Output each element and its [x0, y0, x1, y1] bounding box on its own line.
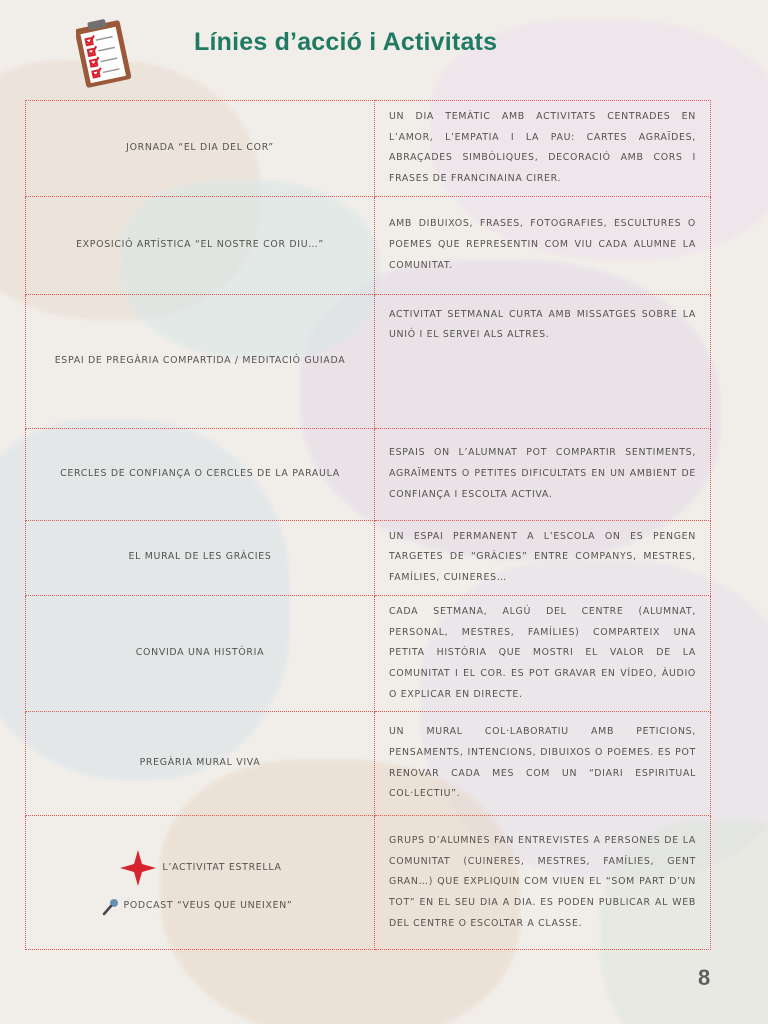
- activity-name: JORNADA “EL DIA DEL COR”: [26, 101, 375, 197]
- table-row: [26, 294, 711, 428]
- activity-name: PREGÀRIA MURAL VIVA: [26, 712, 375, 816]
- activity-description: ESPAIS ON L’ALUMNAT POT COMPARTIR SENTIMENTS, AGRAÏMENTS O PETITES DIFICULTATS EN UN AMBIENT DE CONFIANÇA I ESCOLTA ACTIVA.: [375, 428, 711, 520]
- page-title: Línies d’acció i Activitats: [194, 28, 498, 56]
- table-row: [26, 595, 711, 711]
- activity-description: ACTIVITAT SETMANAL CURTA AMB MISSATGES SOBRE LA UNIÓ I EL SERVEI ALS ALTRES.: [375, 294, 711, 428]
- activity-name: EXPOSICIÓ ARTÍSTICA “EL NOSTRE COR DIU…”: [26, 196, 375, 294]
- table-row-star: [26, 816, 711, 950]
- star-activity-cell: [26, 816, 375, 950]
- activity-description: UN MURAL COL·LABORATIU AMB PETICIONS, PENSAMENTS, INTENCIONS, DIBUIXOS O POEMES. ES POT RENOVAR CADA MES COM UN “DIARI ESPIRITUAL COL·LECTIU”.: [375, 712, 711, 816]
- activity-name: CONVIDA UNA HISTÒRIA: [26, 595, 375, 711]
- table-row: [26, 428, 711, 520]
- activity-description: UN ESPAI PERMANENT A L’ESCOLA ON ES PENGEN TARGETES DE “GRÀCIES” ENTRE COMPANYS, MESTRES, FAMÍLIES, CUINERES…: [375, 520, 711, 595]
- page-header: [76, 14, 696, 90]
- star-activity-label: L’ACTIVITAT ESTRELLA: [162, 862, 282, 874]
- activity-name: EL MURAL DE LES GRÀCIES: [26, 520, 375, 595]
- podcast-label: PODCAST “VEUS QUE UNEIXEN”: [123, 900, 293, 912]
- table-row: [26, 520, 711, 595]
- activities-table: [25, 100, 711, 950]
- table-row: [26, 712, 711, 816]
- table-row: [26, 101, 711, 197]
- activity-description: AMB DIBUIXOS, FRASES, FOTOGRAFIES, ESCULTURES O POEMES QUE REPRESENTIN COM VIU CADA ALUMNE LA COMUNITAT.: [375, 196, 711, 294]
- activity-description: CADA SETMANA, ALGÚ DEL CENTRE (ALUMNAT, PERSONAL, MESTRES, FAMÍLIES) COMPARTEIX UNA PETITA HISTÒRIA QUE MOSTRI EL VALOR DE LA COMUNITAT I EL COR. ES POT GRAVAR EN VÍDEO, ÀUDIO O EXPLICAR EN DIRECTE.: [375, 595, 711, 711]
- activity-name: ESPAI DE PREGÀRIA COMPARTIDA / MEDITACIÓ GUIADA: [26, 294, 375, 428]
- activity-description: GRUPS D’ALUMNES FAN ENTREVISTES A PERSONES DE LA COMUNITAT (CUINERES, MESTRES, FAMÍLIES, GENT GRAN…) QUE EXPLIQUIN COM VIUEN EL “SOM PART D’UN TOT” EN EL SEU DIA A DIA. ES PODEN PUBLICAR AL WEB DEL CENTRE O ESCOLTAR A CLASSE.: [375, 816, 711, 950]
- microphone-icon: [102, 898, 120, 916]
- table-row: [26, 196, 711, 294]
- activity-description: UN DIA TEMÀTIC AMB ACTIVITATS CENTRADES EN L’AMOR, L’EMPATIA I LA PAU: CARTES AGRAÏDES, ABRAÇADES SIMBÒLIQUES, DECORACIÓ AMB CORS I FRASES DE FRANCINAINA CIRER.: [375, 101, 711, 197]
- clipboard-checklist-icon: [76, 16, 132, 88]
- activity-name: CERCLES DE CONFIANÇA O CERCLES DE LA PARAULA: [26, 428, 375, 520]
- page-number: 8: [698, 965, 711, 990]
- red-star-icon: [118, 848, 158, 888]
